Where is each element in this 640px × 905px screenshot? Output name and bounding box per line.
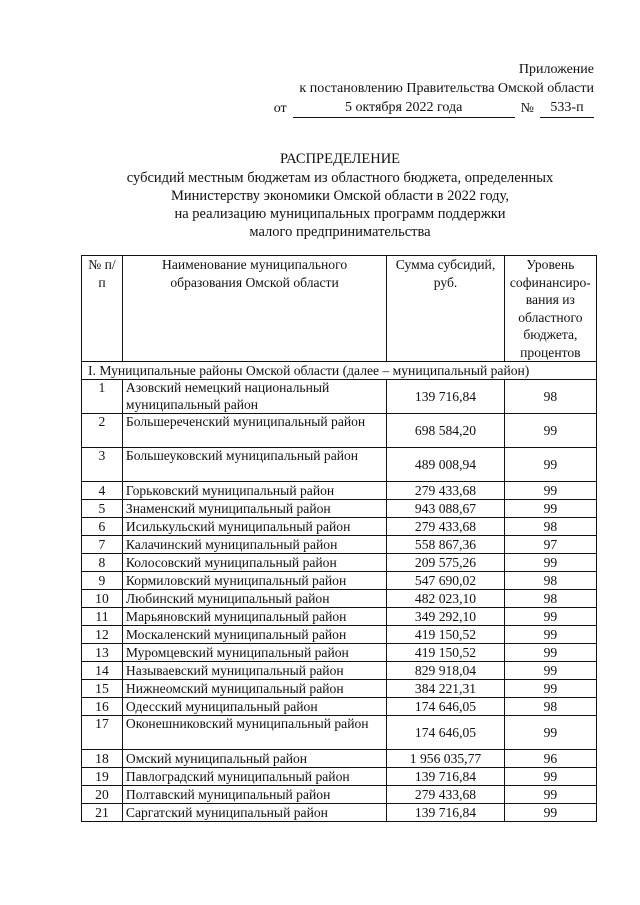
title-line-2: Министерству экономики Омской области в 2022 году, [171,188,509,204]
row-level: 98 [504,572,596,590]
row-number: 17 [82,716,123,750]
row-level: 99 [504,500,596,518]
table-row [82,448,597,482]
row-sum: 349 292,10 [387,608,504,626]
appendix-header [264,60,594,118]
row-name: Кормиловский муниципальный район [122,572,386,590]
row-name: Одесский муниципальный район [122,698,386,716]
document-title [110,150,570,241]
table-row [82,554,597,572]
table-row [82,626,597,644]
row-name: Колосовский муниципальный район [122,554,386,572]
row-sum: 279 433,68 [387,518,504,536]
row-number: 11 [82,608,123,626]
number-label: № [520,101,534,116]
row-number: 20 [82,786,123,804]
table-row [82,786,597,804]
row-level: 99 [504,644,596,662]
table-row [82,698,597,716]
row-sum: 547 690,02 [387,572,504,590]
row-name: Павлоградский муниципальный район [122,768,386,786]
table-row [82,750,597,768]
row-number: 18 [82,750,123,768]
row-sum: 139 716,84 [387,804,504,822]
row-name: Омский муниципальный район [122,750,386,768]
table-row [82,644,597,662]
row-name: Нижнеомский муниципальный район [122,680,386,698]
row-level: 99 [504,716,596,750]
table-row [82,380,597,414]
header-sum: Сумма субсидий, руб. [387,256,504,362]
row-number: 13 [82,644,123,662]
row-number: 12 [82,626,123,644]
row-number: 2 [82,414,123,448]
row-level: 99 [504,608,596,626]
header-num: № п/п [82,256,123,362]
title-line-3: на реализацию муниципальных программ поддержки [174,206,506,222]
table-row [82,768,597,786]
row-number: 15 [82,680,123,698]
row-name: Полтавский муниципальный район [122,786,386,804]
row-level: 98 [504,698,596,716]
row-number: 3 [82,448,123,482]
table-row [82,414,597,448]
row-level: 99 [504,662,596,680]
table-row [82,518,597,536]
row-level: 99 [504,448,596,482]
row-name: Любинский муниципальный район [122,590,386,608]
row-level: 97 [504,536,596,554]
row-sum: 279 433,68 [387,786,504,804]
row-sum: 943 088,67 [387,500,504,518]
row-level: 99 [504,804,596,822]
row-level: 98 [504,590,596,608]
row-name: Оконешниковский муниципальный район [122,716,386,750]
table-row [82,500,597,518]
row-sum: 558 867,36 [387,536,504,554]
table-row [82,590,597,608]
row-level: 99 [504,768,596,786]
row-name: Саргатский муниципальный район [122,804,386,822]
row-sum: 384 221,31 [387,680,504,698]
table-row [82,536,597,554]
row-sum: 698 584,20 [387,414,504,448]
row-level: 96 [504,750,596,768]
row-level: 98 [504,518,596,536]
row-sum: 419 150,52 [387,626,504,644]
row-name: Москаленский муниципальный район [122,626,386,644]
row-sum: 419 150,52 [387,644,504,662]
section-title: I. Муниципальные районы Омской области (далее – муниципальный район) [82,362,597,380]
table-row [82,680,597,698]
row-number: 19 [82,768,123,786]
row-sum: 139 716,84 [387,768,504,786]
row-level: 98 [504,380,596,414]
row-number: 10 [82,590,123,608]
distribution-table [81,255,597,822]
decree-reference: к постановлению Правительства Омской области [299,81,594,96]
row-number: 4 [82,482,123,500]
row-sum: 829 918,04 [387,662,504,680]
from-label: от [273,101,287,116]
row-name: Большереченский муниципальный район [122,414,386,448]
row-name: Муромцевский муниципальный район [122,644,386,662]
table-header-row [82,256,597,362]
table-row [82,804,597,822]
title-line-1: субсидий местным бюджетам из областного бюджета, определенных [126,170,554,186]
row-level: 99 [504,414,596,448]
row-name: Большеуковский муниципальный район [122,448,386,482]
row-sum: 209 575,26 [387,554,504,572]
header-name: Наименование муниципального образования Омской области [122,256,386,362]
row-number: 1 [82,380,123,414]
row-name: Исилькульский муниципальный район [122,518,386,536]
row-sum: 279 433,68 [387,482,504,500]
table-row [82,482,597,500]
row-level: 99 [504,786,596,804]
row-name: Марьяновский муниципальный район [122,608,386,626]
row-number: 8 [82,554,123,572]
title-main: РАСПРЕДЕЛЕНИЕ [279,151,401,167]
decree-number: 533-п [540,98,594,118]
row-number: 6 [82,518,123,536]
appendix-label: Приложение [518,62,594,77]
row-sum: 482 023,10 [387,590,504,608]
row-sum: 174 646,05 [387,716,504,750]
row-sum: 139 716,84 [387,380,504,414]
row-level: 99 [504,482,596,500]
table-row [82,572,597,590]
table-row [82,716,597,750]
title-line-4: малого предпринимательства [249,224,431,240]
decree-date-line [264,98,594,118]
table-row [82,662,597,680]
row-name: Знаменский муниципальный район [122,500,386,518]
section-row [82,362,597,380]
row-number: 7 [82,536,123,554]
row-name: Горьковский муниципальный район [122,482,386,500]
table-body [82,362,597,822]
row-number: 21 [82,804,123,822]
row-number: 5 [82,500,123,518]
row-sum: 489 008,94 [387,448,504,482]
row-level: 99 [504,554,596,572]
header-level: Уровень софинансиро-вания из областного бюджета, процентов [504,256,596,362]
row-name: Называевский муниципальный район [122,662,386,680]
table-row [82,608,597,626]
row-number: 16 [82,698,123,716]
row-sum: 174 646,05 [387,698,504,716]
decree-date: 5 октября 2022 года [293,98,515,118]
row-level: 99 [504,680,596,698]
row-number: 9 [82,572,123,590]
row-level: 99 [504,626,596,644]
row-name: Азовский немецкий национальный муниципальный район [122,380,386,414]
row-sum: 1 956 035,77 [387,750,504,768]
row-number: 14 [82,662,123,680]
row-name: Калачинский муниципальный район [122,536,386,554]
